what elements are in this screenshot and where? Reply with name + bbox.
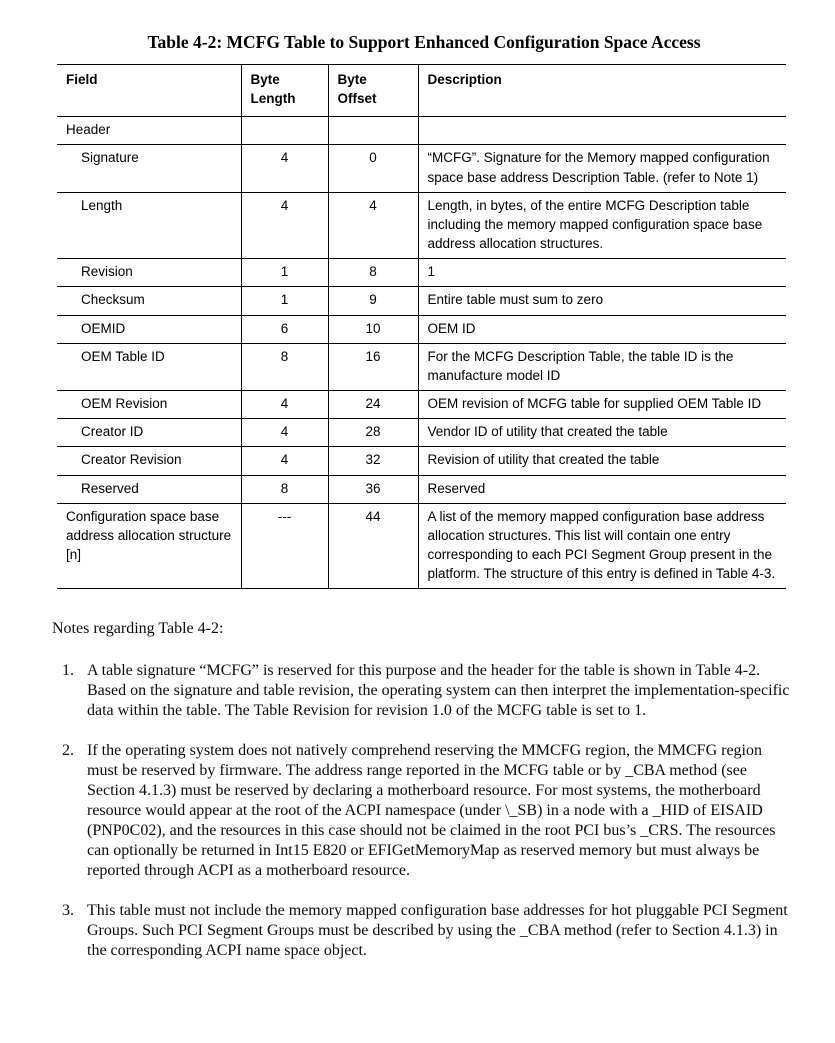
cell-field: Reserved [57, 475, 241, 503]
cell-description: Length, in bytes, of the entire MCFG Description table including the memory mapped configuration space base address allocation structures. [418, 192, 786, 258]
table-row-oem-table-id [57, 343, 786, 390]
table-title: Table 4-2: MCFG Table to Support Enhanced Configuration Space Access [147, 32, 701, 52]
cell-byte-length: 4 [241, 391, 328, 419]
note-item-2 [52, 741, 797, 881]
cell-description: Reserved [418, 475, 786, 503]
cell-description: Vendor ID of utility that created the table [418, 419, 786, 447]
cell-field: Revision [57, 259, 241, 287]
note-text: This table must not include the memory mapped configuration base addresses for hot pluggable PCI Segment Groups. Such PCI Segment Groups must be described by using the _CBA method (refer to Section 4.1.3) in the corresponding ACPI name space object. [87, 902, 788, 960]
cell-byte-offset [328, 117, 418, 145]
cell-byte-offset: 24 [328, 391, 418, 419]
note-number: 3. [62, 902, 74, 920]
cell-field: Header [57, 117, 241, 145]
note-item-1 [52, 661, 797, 721]
cell-byte-offset: 10 [328, 315, 418, 343]
cell-field: OEMID [57, 315, 241, 343]
table-row-config-space-structure [57, 503, 786, 589]
table-row-revision [57, 259, 786, 287]
cell-byte-length: 1 [241, 287, 328, 315]
cell-byte-length: 4 [241, 419, 328, 447]
cell-field: Length [57, 192, 241, 258]
cell-field: Configuration space base address allocation structure [n] [57, 503, 241, 589]
cell-byte-offset: 36 [328, 475, 418, 503]
column-header-byte-offset: Byte Offset [328, 65, 418, 117]
cell-field: OEM Table ID [57, 343, 241, 390]
note-item-3 [52, 901, 797, 961]
cell-byte-length [241, 117, 328, 145]
note-text: If the operating system does not natively comprehend reserving the MMCFG region, the MMCFG region must be reserved by firmware. The address range reported in the MCFG table or by _CBA method (see Section 4.1.3) must be reserved by declaring a motherboard resource. For most systems, the motherboard resource would appear at the root of the ACPI namespace (under \_SB) in a node with a _HID of EISAID (PNP0C02), and the resources in this case should not be claimed in the root PCI bus’s _CRS. The resources can optionally be returned in Int15 E820 or EFIGetMemoryMap as reserved memory but must always be reported through ACPI as a motherboard resource. [87, 742, 776, 880]
cell-field: OEM Revision [57, 391, 241, 419]
note-number: 2. [62, 742, 74, 760]
cell-description: Revision of utility that created the table [418, 447, 786, 475]
note-number: 1. [62, 662, 74, 680]
cell-description: A list of the memory mapped configuration base address allocation structures. This list will contain one entry corresponding to each PCI Segment Group present in the platform. The structure of this entry is defined in Table 4-3. [418, 503, 786, 589]
table-row-length [57, 192, 786, 258]
cell-byte-offset: 44 [328, 503, 418, 589]
column-header-byte-length: Byte Length [241, 65, 328, 117]
column-header-row [57, 65, 786, 117]
table-row-oem-revision [57, 391, 786, 419]
cell-description: For the MCFG Description Table, the table ID is the manufacture model ID [418, 343, 786, 390]
notes-section [52, 619, 797, 961]
note-text: A table signature “MCFG” is reserved for this purpose and the header for the table is shown in Table 4-2. Based on the signature and table revision, the operating system can then interpret the implementation-specific data within the table. The Table Revision for revision 1.0 of the MCFG table is set to 1. [87, 662, 790, 720]
cell-field: Signature [57, 145, 241, 192]
table-row-reserved [57, 475, 786, 503]
cell-byte-length: 4 [241, 192, 328, 258]
cell-description: “MCFG”. Signature for the Memory mapped configuration space base address Description Table. (refer to Note 1) [418, 145, 786, 192]
cell-description: Entire table must sum to zero [418, 287, 786, 315]
table-row-oemid [57, 315, 786, 343]
cell-description: OEM ID [418, 315, 786, 343]
table-row-creator-revision [57, 447, 786, 475]
cell-byte-offset: 0 [328, 145, 418, 192]
cell-byte-length: --- [241, 503, 328, 589]
cell-byte-length: 4 [241, 145, 328, 192]
cell-description [418, 117, 786, 145]
table-row-header [57, 117, 786, 145]
cell-field: Creator ID [57, 419, 241, 447]
table-row-checksum [57, 287, 786, 315]
cell-byte-offset: 28 [328, 419, 418, 447]
cell-byte-length: 6 [241, 315, 328, 343]
cell-byte-offset: 9 [328, 287, 418, 315]
cell-byte-length: 8 [241, 343, 328, 390]
table-row-creator-id [57, 419, 786, 447]
cell-field: Creator Revision [57, 447, 241, 475]
cell-byte-offset: 4 [328, 192, 418, 258]
notes-heading: Notes regarding Table 4-2: [52, 620, 224, 638]
mcfg-table [57, 64, 786, 589]
cell-description: OEM revision of MCFG table for supplied OEM Table ID [418, 391, 786, 419]
table-row-signature [57, 145, 786, 192]
cell-field: Checksum [57, 287, 241, 315]
cell-description: 1 [418, 259, 786, 287]
cell-byte-offset: 32 [328, 447, 418, 475]
cell-byte-length: 4 [241, 447, 328, 475]
cell-byte-length: 1 [241, 259, 328, 287]
column-header-description: Description [418, 65, 786, 117]
cell-byte-offset: 8 [328, 259, 418, 287]
column-header-field: Field [57, 65, 241, 117]
cell-byte-length: 8 [241, 475, 328, 503]
cell-byte-offset: 16 [328, 343, 418, 390]
